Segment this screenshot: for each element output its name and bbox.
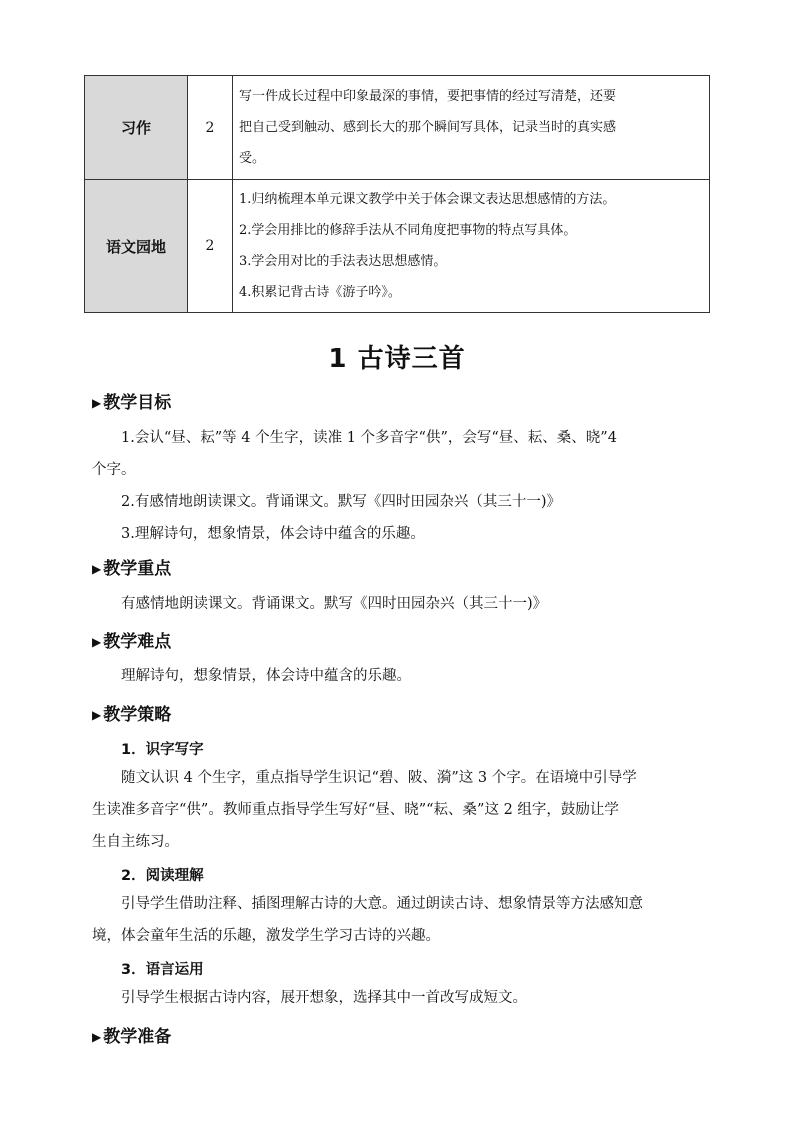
section-heading-focus <box>92 554 171 579</box>
strategy-paragraph <box>92 888 704 952</box>
description-cell <box>233 180 710 313</box>
triangle-bullet-icon: ▶ <box>92 396 102 410</box>
section-heading-text: 教学准备 <box>103 1027 172 1047</box>
text-line: 境，体会童年生活的乐趣，激发学生学习古诗的兴趣。 <box>92 928 440 944</box>
strategy-paragraph <box>92 982 704 1014</box>
description-line: 1.归纳梳理本单元课文教学中关于体会课文表达思想感情的方法。 <box>239 192 616 207</box>
description-line: 受。 <box>239 151 266 166</box>
text-line: 理解诗句，想象情景，体会诗中蕴含的乐趣。 <box>121 668 411 684</box>
text-line: 引导学生根据古诗内容，展开想象，选择其中一首改写成短文。 <box>121 990 527 1006</box>
focus-paragraph <box>92 588 704 620</box>
text-line: 引导学生借助注释、插图理解古诗的大意。通过朗读古诗、想象情景等方法感知意 <box>121 896 643 912</box>
difficulty-paragraph <box>92 660 704 692</box>
row-name-cell: 语文园地 <box>85 180 188 313</box>
section-heading-text: 教学目标 <box>103 393 172 413</box>
unit-schedule-table <box>84 75 710 313</box>
description-line: 4.积累记背古诗《游子吟》。 <box>239 285 401 300</box>
text-line: 3.理解诗句，想象情景，体会诗中蕴含的乐趣。 <box>121 526 425 542</box>
section-heading-text: 教学难点 <box>103 632 172 652</box>
text-line: 随文认识 4 个生字，重点指导学生识记“碧、陂、漪”这 3 个字。在语境中引导学 <box>121 770 637 786</box>
triangle-bullet-icon: ▶ <box>92 635 102 649</box>
text-line: 个字。 <box>92 462 136 478</box>
text-line: 2.有感情地朗读课文。背诵课文。默写《四时田园杂兴（其三十一)》 <box>121 494 561 510</box>
row-name-cell: 习作 <box>85 76 188 180</box>
triangle-bullet-icon: ▶ <box>92 708 102 722</box>
section-heading-text: 教学策略 <box>103 705 172 725</box>
strategy-subheading: 3．语言运用 <box>121 962 204 978</box>
description-line: 写一件成长过程中印象最深的事情，要把事情的经过写清楚，还要 <box>239 89 617 104</box>
description-cell <box>233 76 710 180</box>
text-line: 生读准多音字“供”。教师重点指导学生写好“昼、晓”“耘、桑”这 2 组字，鼓励让学 <box>92 802 619 818</box>
strategy-subheading: 2．阅读理解 <box>121 868 204 884</box>
section-heading-strategy <box>92 700 171 725</box>
triangle-bullet-icon: ▶ <box>92 562 102 576</box>
section-heading-goals <box>92 388 171 413</box>
description-line: 3.学会用对比的手法表达思想感情。 <box>239 254 447 269</box>
strategy-subheading: 1．识字写字 <box>121 742 204 758</box>
hours-cell: 2 <box>188 180 233 313</box>
goals-paragraph <box>92 422 704 550</box>
hours-cell: 2 <box>188 76 233 180</box>
section-heading-prep <box>92 1022 171 1047</box>
table-row <box>85 180 710 313</box>
triangle-bullet-icon: ▶ <box>92 1030 102 1044</box>
strategy-paragraph <box>92 762 704 858</box>
description-line: 把自己受到触动、感到长大的那个瞬间写具体，记录当时的真实感 <box>239 120 617 135</box>
lesson-title: 1 古诗三首 <box>328 344 466 374</box>
section-heading-text: 教学重点 <box>103 559 172 579</box>
section-heading-difficulty <box>92 627 171 652</box>
description-line: 2.学会用排比的修辞手法从不同角度把事物的特点写具体。 <box>239 223 577 238</box>
text-line: 生自主练习。 <box>92 834 179 850</box>
text-line: 1.会认“昼、耘”等 4 个生字，读准 1 个多音字“供”，会写“昼、耘、桑、晓”4 <box>121 430 617 446</box>
table-row <box>85 76 710 180</box>
text-line: 有感情地朗读课文。背诵课文。默写《四时田园杂兴（其三十一)》 <box>121 596 548 612</box>
